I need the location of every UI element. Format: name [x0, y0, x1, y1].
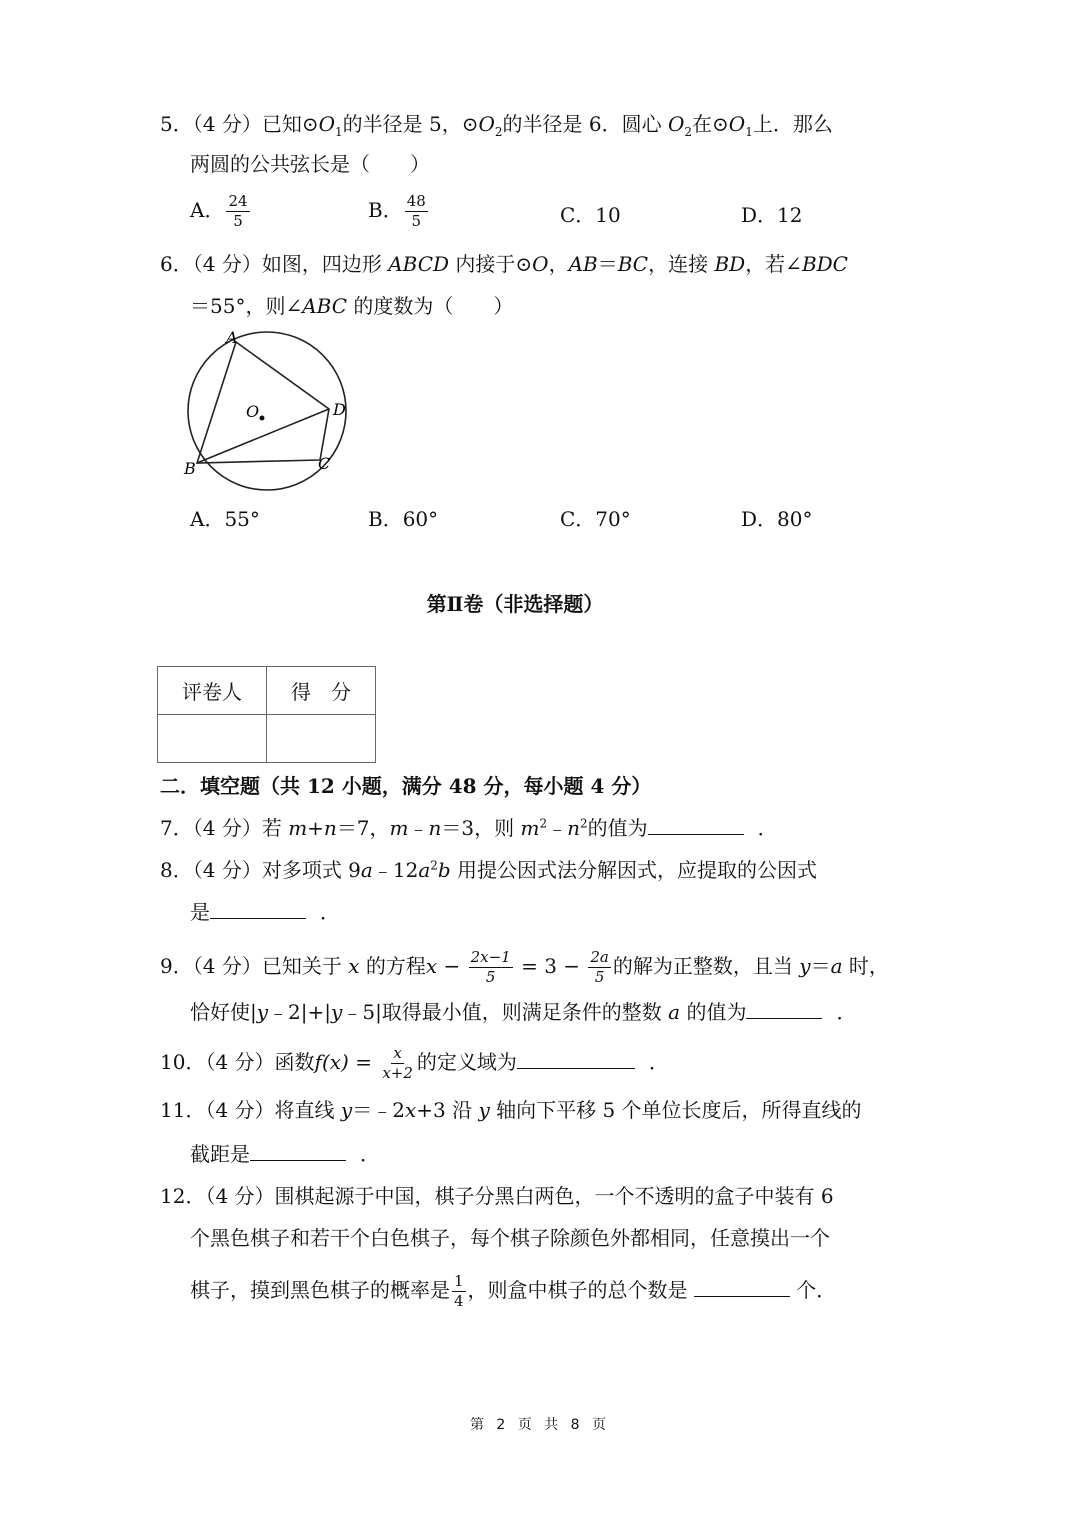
section2-title: 第Ⅱ卷（非选择题）	[426, 592, 604, 616]
q9-fraction-2: $\frac{2a}{5}$	[590, 948, 609, 986]
q7-answer-blank[interactable]	[648, 814, 744, 835]
q6-line1: 6．（4 分）如图，四边形 ABCD 内接于⊙O，AB＝BC，连接 BD，若∠BDC	[160, 252, 848, 276]
q10-answer-blank[interactable]	[517, 1048, 635, 1069]
q12-line3: 棋子，摸到黑色棋子的概率是 $\frac{1}{4}$ ，则盒中棋子的总个数是 个．	[190, 1272, 837, 1310]
q5-option-a: A． $\frac{24}{5}$	[190, 192, 248, 230]
q5-fraction-b: $\frac{48}{5}$	[406, 192, 426, 230]
q6-option-b: B．60°	[368, 507, 439, 531]
center-point-o	[260, 416, 265, 421]
q9-line1: 9．（4 分）已知关于 x 的方程x − $\frac{2x-1}{5}$ = 3 − $\frac{2a}{5}$ 的解为正整数，且当 y＝a 时，	[160, 948, 889, 986]
part2-heading: 二．填空题（共 12 小题，满分 48 分，每小题 4 分）	[160, 774, 652, 798]
q9-equation-lhs: x −	[425, 954, 467, 978]
q9-line2: 恰好使|y﹣2|+|y﹣5|取得最小值，则满足条件的整数 a 的值为 ．	[190, 1000, 857, 1024]
q9-answer-blank[interactable]	[746, 998, 822, 1019]
q5-option-c: C．10	[560, 203, 621, 227]
q10-line: 10．（4 分）函数f(x) = $\frac{x}{x+2}$ 的定义域为 ．	[160, 1044, 669, 1082]
score-table-header-score: 得 分	[267, 667, 376, 715]
score-table-cell-score	[267, 715, 376, 763]
q12-answer-blank[interactable]	[694, 1276, 790, 1297]
q5-fraction-a: $\frac{24}{5}$	[228, 192, 248, 230]
q8-line1: 8．（4 分）对多项式 $9a﹣12a^2b$ 用提公因式法分解因式，应提取的公因式	[160, 858, 818, 882]
q6-option-a: A．55°	[190, 507, 260, 531]
label-a: A	[226, 328, 238, 347]
q11-answer-blank[interactable]	[250, 1140, 346, 1161]
q5-line2: 两圆的公共弦长是（ ）	[190, 152, 430, 176]
q10-fraction: $\frac{x}{x+2}$	[382, 1044, 413, 1082]
q6-option-c: C．70°	[560, 507, 631, 531]
q6-line2: ＝55°，则∠ABC 的度数为（ ）	[190, 294, 514, 318]
q12-line1: 12．（4 分）围棋起源于中国，棋子分黑白两色，一个不透明的盒子中装有 6	[160, 1184, 834, 1208]
q11-line2: 截距是 ．	[190, 1142, 380, 1166]
label-o: O	[246, 402, 260, 421]
q12-line2: 个黑色棋子和若干个白色棋子，每个棋子除颜色外都相同，任意摸出一个	[190, 1226, 830, 1250]
q12-fraction: $\frac{1}{4}$	[454, 1272, 464, 1310]
q6-option-d: D．80°	[741, 507, 813, 531]
label-c: C	[318, 454, 331, 473]
q5-option-b: B． $\frac{48}{5}$	[368, 192, 426, 230]
score-table	[157, 666, 376, 763]
score-table-header-grader: 评卷人	[158, 667, 267, 715]
q5-line1: 5．（4 分）已知$⊙O_1$的半径是 5，$⊙O_2$的半径是 6．圆心 $O_2$在$⊙O_1$上．那么	[160, 112, 833, 139]
label-b: B	[184, 459, 196, 478]
q7-line: 7．（4 分）若 m+n＝7，m﹣n＝3，则 $m^2﹣n^2$的值为 ．	[160, 816, 778, 840]
label-d: D	[333, 400, 346, 419]
q8-line2: 是 ．	[190, 900, 340, 924]
page-footer: 第 2 页 共 8 页	[469, 1417, 611, 1433]
q11-line1: 11．（4 分）将直线 y＝﹣2x+3 沿 y 轴向下平移 5 个单位长度后，所得直线的	[160, 1098, 862, 1122]
quadrilateral-abcd	[197, 342, 329, 463]
q6-circle-figure	[180, 325, 355, 500]
score-table-cell-grader	[158, 715, 267, 763]
q8-answer-blank[interactable]	[210, 898, 306, 919]
q9-fraction-1: $\frac{2x-1}{5}$	[470, 948, 511, 986]
q5-option-d: D．12	[741, 203, 803, 227]
